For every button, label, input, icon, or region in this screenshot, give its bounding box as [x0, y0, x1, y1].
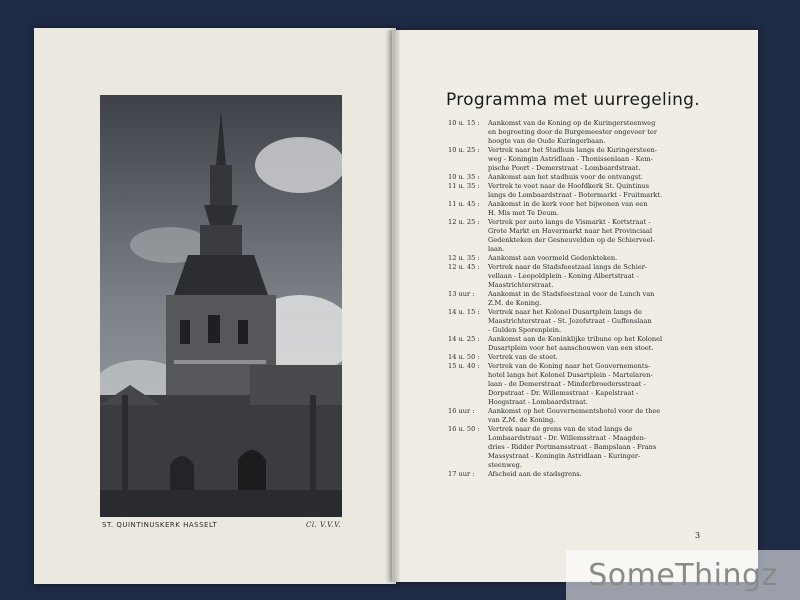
schedule-text: Lombaardstraat - Dr. Willemsstraat - Maagden- — [488, 434, 647, 442]
schedule-row — [448, 425, 710, 470]
schedule-text: Vertrek van de Koning naar het Gouvernements- — [488, 362, 651, 370]
schedule-text: hoogte van de Oude Kuringerbaan. — [488, 137, 606, 145]
schedule-time: 12 u. 35 : — [448, 254, 480, 262]
watermark-logo: SomeThingz — [566, 550, 800, 600]
schedule-text: Gedenkteken der Gesneuvelden op de Schierveel- — [488, 236, 655, 244]
schedule-row — [448, 182, 710, 200]
schedule-text: Vertrek naar de Stadsfeestzaal langs de Schier- — [488, 263, 648, 271]
schedule-time: 10 u. 25 : — [448, 146, 480, 154]
schedule-text: H. Mis met Te Deum. — [488, 209, 559, 217]
schedule-row — [448, 290, 710, 308]
schedule-row — [448, 353, 710, 362]
schedule-text: Massystraat - Koningin Astridlaan - Kuringer- — [488, 452, 641, 460]
schedule-text: Grote Markt en Havermarkt naar het Provinciaal — [488, 227, 653, 235]
schedule-row — [448, 308, 710, 335]
schedule-text: Aankomst in de Stadsfeestzaal voor de Lunch van — [488, 290, 655, 298]
schedule-text: Hoogstraat - Lombaardstraat. — [488, 398, 588, 406]
page-number: 3 — [695, 531, 701, 540]
schedule-time: 11 u. 35 : — [448, 182, 480, 190]
schedule-text: laan. — [488, 245, 505, 253]
schedule-time: 10 u. 15 : — [448, 119, 480, 127]
schedule-text: Aankomst aan voormeld Gedenkteken. — [488, 254, 618, 262]
schedule-text: weg - Koningin Astridlaan - Thonissenlaan - Kem- — [488, 155, 653, 163]
book-gutter — [385, 30, 401, 582]
schedule-text: langs de Lombaardstraat - Botermarkt - Fruitmarkt. — [488, 191, 663, 199]
schedule-text: Maastrichterstraat. — [488, 281, 554, 289]
schedule-row — [448, 335, 710, 353]
schedule-time: 15 u. 40 : — [448, 362, 480, 370]
schedule-text: Maastrichterstraat - St. Jozefstraat - Guffenslaan — [488, 317, 652, 325]
schedule-time: 16 u. 50 : — [448, 425, 480, 433]
schedule-time: 10 u. 35 : — [448, 173, 480, 181]
schedule-text: vellaan - Leopoldplein - Koning Albertstraat - — [488, 272, 639, 280]
schedule-time: 14 u. 50 : — [448, 353, 480, 361]
schedule-text: Vertrek naar het Kolonel Dusartplein langs de — [488, 308, 642, 316]
schedule-time: 14 u. 15 : — [448, 308, 480, 316]
schedule-text: laan - de Demerstraat - Minderbroedersstraat - — [488, 380, 646, 388]
schedule-time: 14 u. 25 : — [448, 335, 480, 343]
schedule-text: Vertrek naar het Stadhuis langs de Kuringersteen- — [488, 146, 657, 154]
schedule-row — [448, 362, 710, 407]
schedule-text: Afscheid aan de stadsgrens. — [488, 470, 582, 478]
schedule-time: 17 uur : — [448, 470, 475, 478]
schedule-row — [448, 200, 710, 218]
schedule-text: Aankomst van de Koning op de Kuringersteenweg — [488, 119, 656, 127]
schedule-row — [448, 146, 710, 173]
schedule-text: van Z.M. de Koning. — [488, 416, 556, 424]
schedule-text: Dusartplein voor het aanschouwen van een stoet. — [488, 344, 654, 352]
schedule-text: hotel langs het Kolonel Dusartplein - Martelaren- — [488, 371, 653, 379]
schedule-time: 12 u. 45 : — [448, 263, 480, 271]
photo-credit: Cl. V.V.V. — [306, 521, 342, 529]
schedule-text: Dorpstraat - Dr. Willemsstraat - Kapelstraat - — [488, 389, 639, 397]
schedule-text: Aankomst op het Gouvernementshotel voor de thee — [488, 407, 661, 415]
schedule-row — [448, 263, 710, 290]
church-photo — [100, 95, 342, 517]
schedule-text: - Gulden Sporenplein. — [488, 326, 562, 334]
schedule-row — [448, 407, 710, 425]
schedule-time: 12 u. 25 : — [448, 218, 480, 226]
schedule-row — [448, 218, 710, 254]
schedule-list — [448, 119, 710, 479]
schedule-text: Aankomst in de kerk voor het bijwonen van een — [488, 200, 648, 208]
schedule-text: dries - Ridder Portmansstraat - Bampslaan - Frans — [488, 443, 657, 451]
schedule-time: 13 uur : — [448, 290, 475, 298]
page-title: Programma met uurregeling. — [446, 90, 700, 110]
schedule-time: 11 u. 45 : — [448, 200, 480, 208]
schedule-row — [448, 254, 710, 263]
schedule-text: Vertrek van de stoet. — [488, 353, 558, 361]
schedule-text: Vertrek te voet naar de Hoofdkerk St. Quintinus — [488, 182, 650, 190]
schedule-text: Vertrek naar de grens van de stad langs de — [488, 425, 633, 433]
schedule-text: Vertrek per auto langs de Vismarkt - Kortstraat - — [488, 218, 651, 226]
photo-caption: ST. QUINTINUSKERK HASSELT — [102, 521, 218, 529]
schedule-text: steenweg. — [488, 461, 522, 469]
schedule-text: Aankomst aan de Koninklijke tribune op het Kolonel — [488, 335, 663, 343]
schedule-text: Aankomst aan het stadhuis voor de ontvangst. — [488, 173, 643, 181]
schedule-text: en begroeting door de Burgemeester ongeveer ter — [488, 128, 657, 136]
schedule-row — [448, 119, 710, 146]
schedule-text: Z.M. de Koning. — [488, 299, 542, 307]
schedule-time: 16 uur : — [448, 407, 475, 415]
schedule-text: pische Poort - Demerstraat - Lombaardstraat. — [488, 164, 641, 172]
schedule-row — [448, 173, 710, 182]
schedule-row — [448, 470, 710, 479]
